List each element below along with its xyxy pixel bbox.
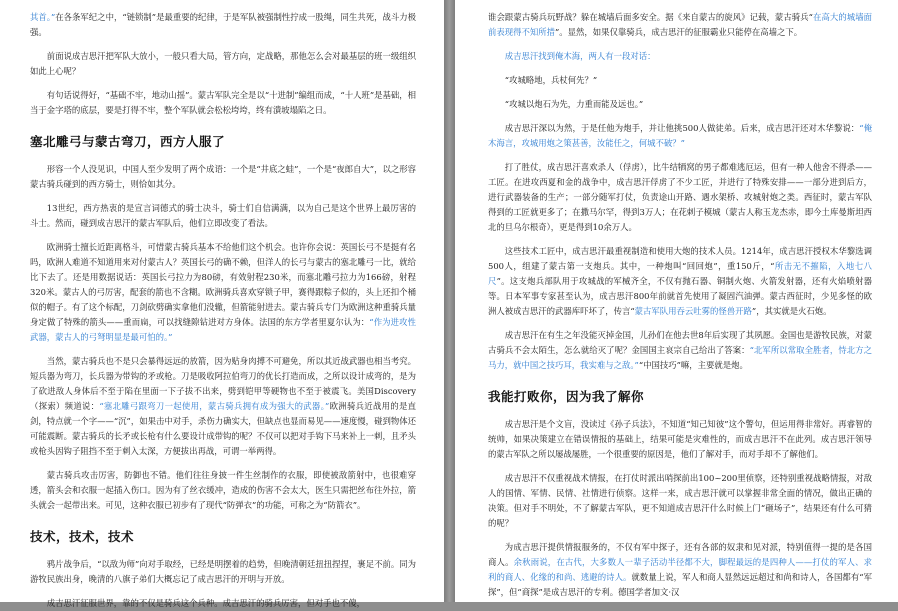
highlighted-quote: “俺木海言，攻城用炮之策甚善，汝能任之，何城不破？” (488, 123, 872, 148)
paragraph: 成吉思汗征服世界，靠的不仅是骑兵这个兵种。成吉思汗的骑兵厉害，但对手也不傻， (46, 598, 366, 608)
paragraph (488, 328, 872, 373)
highlighted-paragraph: 成吉思汗找到俺木海，两人有一段对话： (504, 51, 656, 61)
paragraph: 成吉思汗是个文盲，没读过《孙子兵法》，不知道“知己知彼”这个警句，但运用得非常好。再睿智的统帅，如果决策建立在错误情报的基础上，结果可能是灾难性的，而成吉思汗不在此列。成吉思汗领导的蒙古军队之所以屡战屡胜，一个很重要的原因是，他们了解对手，而对手却不了解他们。 (488, 419, 872, 459)
paragraph-text: 成吉思汗在有生之年没能灭掉金国，儿孙们在他去世8年后实现了其夙愿。金国也是游牧民族，对蒙古骑兵不会太陌生，怎么就给灭了呢？金国国主哀宗自己给出了答案： (488, 330, 872, 355)
highlighted-quote: “塞北雕弓跟弯刀一起使用，蒙古骑兵拥有成为强大的武器。” (99, 401, 330, 411)
highlighted-quote: 在高大的城墙面前表现得不知所措 (488, 12, 873, 37)
paragraph: 13世纪，西方热衷的是宣言词德式的骑士决斗，骑士们自信满满，以为自己是这个世界上最厉害的斗士。然而，碰到成吉思汗的蒙古军队后，他们立即改变了看法。 (30, 203, 416, 228)
paragraph (488, 540, 872, 600)
left-page (0, 0, 444, 608)
highlighted-quote: “作为进攻性武器，蒙古人的弓弩明显是最可怕的。” (30, 317, 417, 342)
paragraph-text: ”，其实就是火石炮。 (751, 306, 832, 316)
paragraph-text: 为成吉思汗提供情报服务的，不仅有军中探子，还有各部的奴隶和见对派，特别值得一提的是各国商人。 (488, 542, 872, 567)
paragraph-text: 欧洲骑士擅长近距离格斗，可惜蒙古骑兵基本不给他们这个机会。也许你会说：英国长弓不是挺有名吗，欧洲人难道不知道用来对付蒙古人？英国长弓的确不赖，但洋人的长弓与蒙古的塞北雕弓一比，就给比下去了。还是用数据说话：英国长弓拉力为80磅，有效射程230米，而塞北雕弓拉力为166磅，射程320米。蒙古人的弓厉害，配套的箭也不含糊。欧洲骑兵喜欢穿锁子甲，赛得跟粽子似的，头上还扣个桶似的帽子。有了这个标配，刀剑砍劈确实拿他们没辙，但箭能射进去。蒙古骑兵专门为欧洲这种重骑兵量身定做了特殊的箭头——重而扁，可以找缝隙钻进对方身体。法国的东方学者里夏尔认为： (30, 242, 416, 327)
paragraph (488, 244, 872, 319)
paragraph: 打了胜仗，成吉思汗喜欢杀人（俘虏），比牛结牺窝的男子都难逃厄运，但有一种人他舍不得杀——工匠。在进攻西夏和金的战争中，成吉思汗俘虏了不少工匠，并进行了特殊安排——一部分进到后方，进行武器装备的生产；一部分随军打仗，负责途山开路、遇水架桥、攻城射炮之类。西征时，蒙古军队得到的工匠就更多了；在撒马尔罕，得到3万人；在花剌子模城（蒙古人称玉龙杰赤，即今土库曼斯坦西北的旦乌尔根奇），更是得到10余万人。 (488, 162, 872, 232)
paragraph-text: ”。这支炮兵部队用于攻城战的军械齐全，不仅有抛石器、铜制火炮、火箭发射器，还有火焰喷射器等。日本军事专家甚至认为，成吉思汗800年前就首先使用了凝固汽油弹。蒙古西征时，少见多怪的欧洲人被成吉思汗的武器库吓坏了，传言“ (488, 276, 873, 316)
section-heading: 我能打败你，因为我了解你 (488, 389, 645, 404)
paragraph-text: 在各条军纪之中，“链锁制”是最重要的纪律，于是军队被强制性拧成一股绳，同生共死，战斗力极强。 (30, 12, 416, 37)
paragraph-text: ”。显然，如果仅靠骑兵，成吉思汗的征服霸业只能停在高墙之下。 (555, 27, 803, 37)
paragraph (30, 240, 416, 345)
highlighted-quote: 所击无不摧陷，入地七八尺 (488, 261, 872, 286)
paragraph: 成吉思汗不仅重视战术情报，在打仗时派出哨探前出100~200里侦察，还特别重视战略情报，对敌人的国情、军情、民情、社情进行侦察。这样一来，成吉思汗就可以掌握非常全面的情况，做出正确的决策。但对手不明处，不了解蒙古军队，更不知道成吉思汗什么时候上门“砸场子”，结果还有什么可猜的呢？ (488, 473, 872, 528)
paragraph: 前面说成吉思汗把军队大放小，一般只看大局，管方向，定战略，那他怎么会对最基层的班一级组织如此上心呢？ (30, 51, 416, 76)
paragraph-text: “中国技巧”嘛，主要就是炮。 (638, 360, 748, 370)
paragraph (30, 10, 416, 40)
highlighted-quote: “北军所以常取全胜者，恃北方之马力，就中国之技巧耳，我实难与之敌。” (488, 345, 873, 370)
highlighted-quote: 其首。” (30, 12, 56, 22)
paragraph-text: 这些技术工匠中，成吉思汗最重视制造和使用大炮的技术人员。1214年，成吉思汗授权木华黎选调500人，组建了蒙古第一支炮兵。其中，一种炮叫“回回炮”，重150斤，“ (488, 246, 872, 271)
paragraph-text: 成吉思汗深以为然，于是任他为炮手，并让他挑500人做徒弟。后来，成吉思汗还对木华黎说： (504, 123, 860, 133)
dialogue-line: “攻城略地，兵杖何先？” (504, 75, 598, 85)
section-heading: 技术，技术，技术 (30, 529, 135, 544)
paragraph-text: 谁会跟蒙古骑兵玩野战？躲在城墙后面多安全。据《来自蒙古的旋风》记载，蒙古骑兵“ (488, 12, 813, 22)
paragraph (30, 354, 416, 459)
paragraph: 有句话说得好，“基础不牢，地动山摇”。蒙古军队完全是以“十进制”编组而成，“十人班”是基础，相当于金字塔的底层，要是打得不牢，整个军队就会松松垮垮，终有潰坡塌陷之日。 (30, 90, 416, 115)
section-heading: 塞北雕弓与蒙古弯刀，西方人服了 (30, 134, 226, 149)
paragraph: 鸦片战争后，“以敌为师”向对手取经，已经是明摆着的趋势，但晚清朝廷扭扭捏捏，裹足不前。同为游牧民族出身，晚清的八旗子弟们大概忘记了成吉思汗的开明与开放。 (30, 559, 416, 584)
paragraph-text: 就数量上说，军人和商人显然远远超过和尚和诗人，各国都有“军探”，但“商探”是成吉思汗的专利。德国学者加文·汉 (488, 572, 873, 597)
highlighted-quote: 余秋雨说，在古代，大多数人一辈子活动半径都不大，脚程最远的是四种人——打仗的军人、求利的商人、化缘的和尚、逃避的诗人。 (488, 557, 872, 582)
page-gutter (444, 0, 455, 602)
paragraph (488, 121, 872, 151)
dialogue-line: “攻城以炮石为先，力重而能及远也。” (504, 99, 644, 109)
paragraph-text: 欧洲骑兵近战用的是直剑，特点就一个字——“沉”，如果击中对手，杀伤力确实大，但缺点也显而易见——速度慢，碰到物体还可能震断。蒙古骑兵的长矛或长枪有什么要设计成带钩的呢？不仅可以把对手钩下马来补上一刺，且矛头或枪头因钩子阻挡不至于刺入太深，方便拔出再战，可谓一举两得。 (30, 401, 417, 456)
paragraph: 形容一个人没见识，中国人至少发明了两个成语：一个是“井底之蛙”，一个是“夜郎自大”，以之形容蒙古骑兵碰到的西方骑士，则恰如其分。 (30, 164, 416, 189)
paragraph-text: 当然，蒙古骑兵也不是只会暴得远远的放箭，因为贴身肉搏不可避免，所以其近战武器也相当考究。短兵器为弯刀，长兵器为带钩的矛或枪。刀是吸收阿拉伯弯刀的优长打造而成，之所以设计成弯的，是为了砍进敌人身体后不至于陷在里面一下子拔不出来，劈到铠甲等硬物也不至于被震飞。美国Discovery（探索）频道说： (30, 356, 416, 411)
right-page (455, 0, 898, 602)
paragraph (488, 10, 872, 40)
highlighted-quote: 蒙古军队用吞云吐雾的怪兽开路 (634, 306, 752, 316)
paragraph: 蒙古骑兵攻击厉害，防御也不错。他们往往身披一件生丝制作的衣服，即使被敌箭射中，也很难穿透，箭头会和衣服一起插入伤口。因为有了丝衣缓冲，造成的伤害不会太大，医生只需把丝布往外拉，箭头就会一起带出来。可见，这种衣服已初步有了现代“防弹衣”的功能，可称之为“防箭衣”。 (30, 470, 416, 510)
